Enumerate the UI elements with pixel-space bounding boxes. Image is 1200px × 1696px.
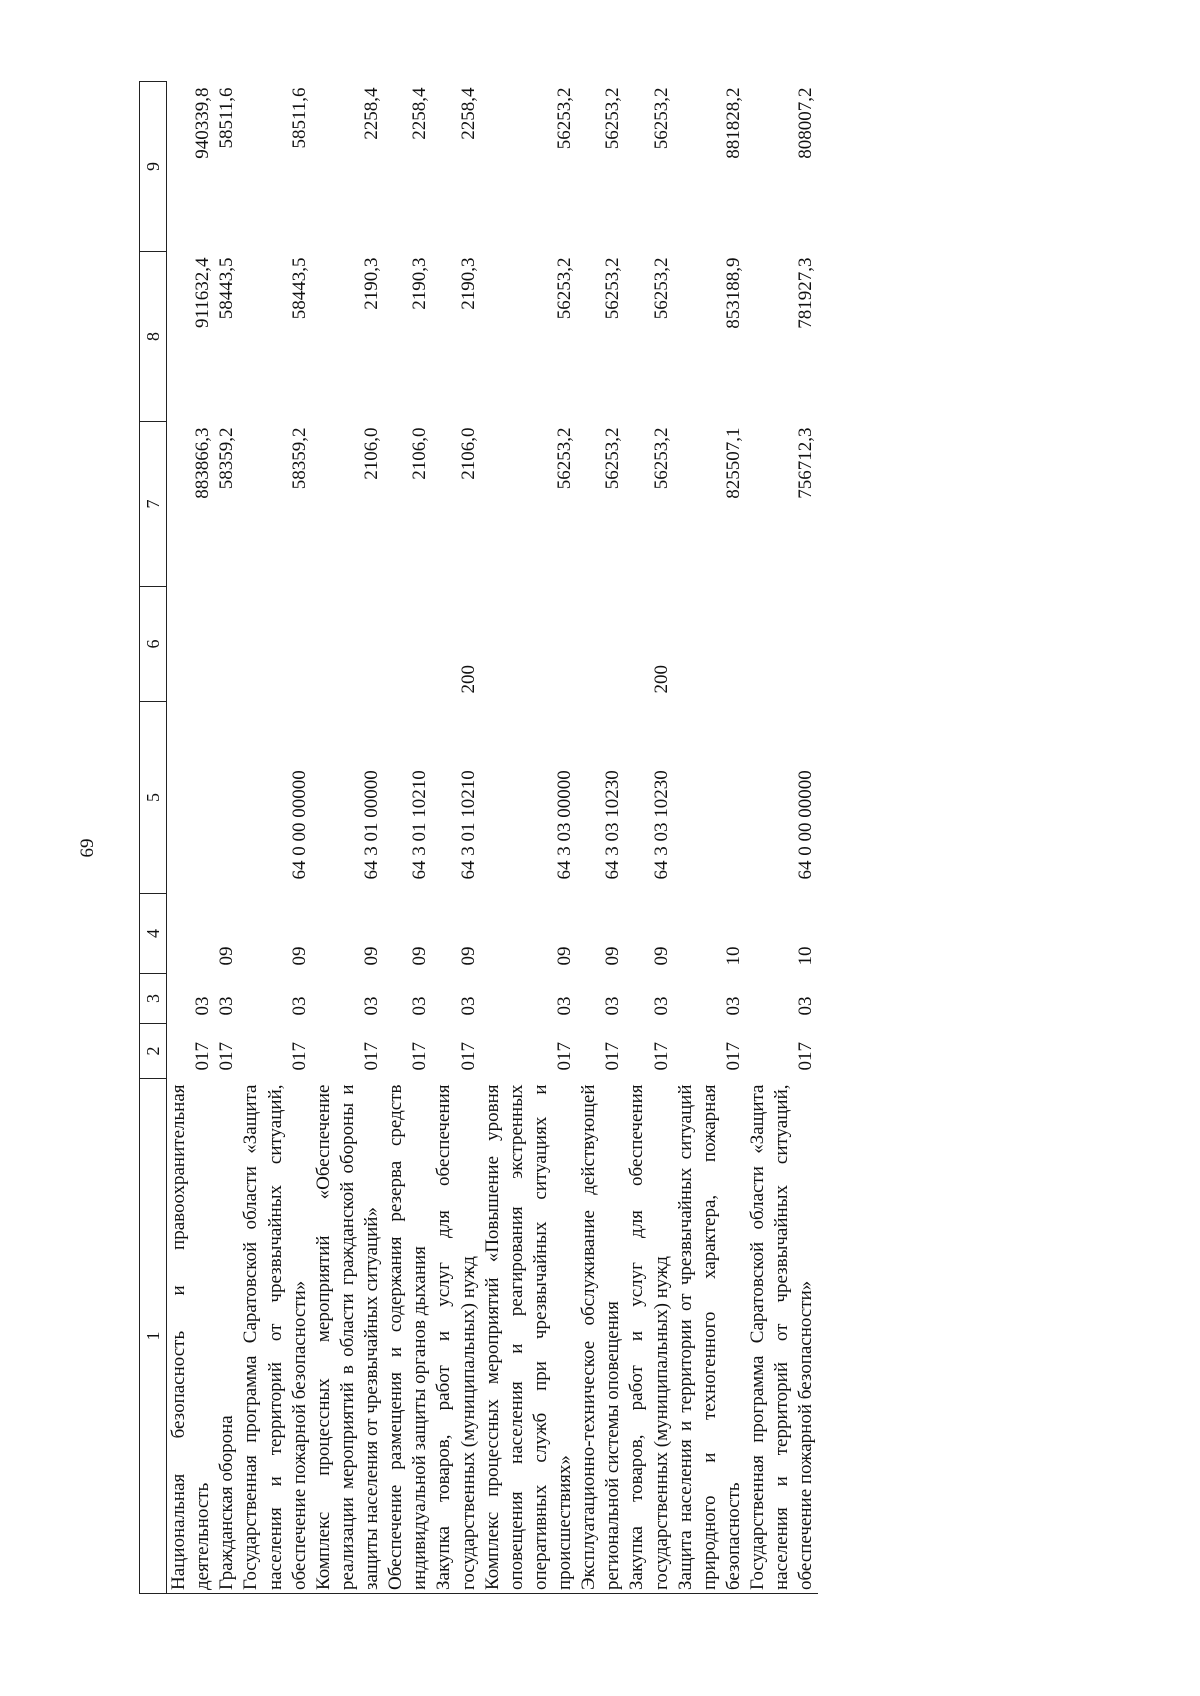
header-row [140,82,167,1594]
cell-col4: 09 [554,946,575,966]
cell-col8: 56253,2 [602,257,624,320]
cell-col9: 56253,2 [650,87,672,150]
cell-col8: 2190,3 [457,257,479,310]
table-row [577,82,625,1594]
cell-col7: 756712,3 [795,427,817,499]
cell-col4 [167,894,216,974]
cell-col9: 58511,6 [216,87,238,149]
cell-col8: 56253,2 [650,257,672,320]
row-name: Эксплуатационно-техническое обслуживание действующей региональной системы оповещения [577,1079,625,1594]
column-header: 1 [140,1079,167,1594]
cell-col4: 09 [409,946,431,966]
cell-col9: 2258,4 [457,87,479,140]
cell-col4: 09 [361,946,382,966]
table-row [674,82,746,1594]
column-header: 7 [140,422,167,587]
table-row [746,82,818,1594]
cell-col5: 64 3 03 00000 [554,770,575,880]
cell-col7: 56253,2 [554,427,575,490]
cell-col4: 09 [216,946,238,966]
cell-col6 [239,587,311,702]
cell-col2: 017 [602,1042,624,1071]
cell-col2: 017 [216,1042,238,1071]
cell-col6 [577,587,625,702]
cell-col4: 09 [602,946,624,966]
cell-col6 [215,587,239,702]
cell-col6: 200 [650,665,672,694]
cell-col2: 017 [457,1042,479,1071]
row-name: Национальная безопасность и правоохранительная деятельность [167,1079,216,1594]
cell-col9: 2258,4 [361,87,382,140]
cell-col9: 58511,6 [288,87,310,149]
cell-col5: 64 3 01 10210 [409,770,431,880]
table-row [239,82,311,1594]
table-row [432,82,480,1594]
cell-col3: 03 [795,996,817,1016]
cell-col7: 2106,0 [457,427,479,480]
cell-col5 [674,702,746,894]
cell-col8: 2190,3 [409,257,431,310]
cell-col3: 03 [457,996,479,1016]
row-name: Закупка товаров, работ и услуг для обеспечения государственных (муниципальных) нужд [625,1079,673,1594]
cell-col9: 2258,4 [409,87,431,140]
column-header: 4 [140,894,167,974]
cell-col6 [312,587,384,702]
row-name: Комплекс процессных мероприятий «Обеспечение реализации мероприятий в области гражданской обороны и защиты населения от чрезвычайных ситуаций» [312,1079,384,1594]
cell-col8: 2190,3 [361,257,382,310]
cell-col6 [384,587,432,702]
cell-col8: 911632,4 [192,257,214,329]
cell-col5: 64 0 00 00000 [795,770,817,880]
column-header: 5 [140,702,167,894]
cell-col2: 017 [288,1042,310,1071]
cell-col9: 808007,2 [795,87,817,159]
cell-col7: 58359,2 [288,427,310,490]
cell-col8: 781927,3 [795,257,817,329]
column-header: 9 [140,82,167,252]
cell-col9: 940339,8 [192,87,214,159]
cell-col5: 64 0 00 00000 [288,770,310,880]
row-name: Государственная программа Саратовской области «Защита населения и территорий от чрезвычайных ситуаций, обеспечение пожарной безопасности» [239,1079,311,1594]
column-header: 6 [140,587,167,702]
table-body [167,82,819,1594]
cell-col7: 2106,0 [409,427,431,480]
cell-col2: 017 [795,1042,817,1071]
cell-col4: 10 [722,946,744,966]
cell-col6 [167,587,216,702]
budget-table [139,81,818,1594]
cell-col7: 56253,2 [650,427,672,490]
cell-col3: 03 [409,996,431,1016]
table-row [167,82,216,1594]
cell-col6 [481,587,578,702]
column-header: 8 [140,252,167,422]
table-row [384,82,432,1594]
cell-col6 [746,587,818,702]
cell-col2: 017 [361,1042,382,1071]
table-row [312,82,384,1594]
cell-col4: 09 [650,946,672,966]
row-name: Государственная программа Саратовской области «Защита населения и территорий от чрезвычайных ситуаций, обеспечение пожарной безопасности» [746,1079,818,1594]
cell-col9: 881828,2 [722,87,744,159]
row-name: Закупка товаров, работ и услуг для обеспечения государственных (муниципальных) нужд [432,1079,480,1594]
cell-col5: 64 3 03 10230 [650,770,672,880]
cell-col3: 03 [361,996,382,1016]
cell-col3: 03 [554,996,575,1016]
table-row [625,82,673,1594]
cell-col3: 03 [650,996,672,1016]
cell-col2: 017 [409,1042,431,1071]
cell-col6: 200 [457,665,479,694]
cell-col2: 017 [554,1042,575,1071]
row-name: Гражданская оборона [215,1079,239,1594]
cell-col5 [215,702,239,894]
cell-col4: 09 [457,946,479,966]
cell-col4: 10 [795,946,817,966]
cell-col3: 03 [602,996,624,1016]
table-row [481,82,578,1594]
cell-col8: 58443,5 [216,257,238,320]
row-name: Обеспечение размещения и содержания резерва средств индивидуальной защиты органов дыхания [384,1079,432,1594]
cell-col5 [167,702,216,894]
cell-col5: 64 3 03 10230 [602,770,624,880]
page-number: 69 [77,838,98,858]
row-name: Защита населения и территории от чрезвычайных ситуаций природного и техногенного характера, пожарная безопасность [674,1079,746,1594]
cell-col5: 64 3 01 00000 [361,770,382,880]
cell-col7: 825507,1 [722,427,744,499]
cell-col7: 58359,2 [216,427,238,490]
cell-col3: 03 [216,996,238,1016]
cell-col7: 2106,0 [361,427,382,480]
cell-col9: 56253,2 [602,87,624,150]
column-header: 2 [140,1024,167,1079]
cell-col9: 56253,2 [554,87,575,150]
column-header: 3 [140,974,167,1024]
cell-col8: 58443,5 [288,257,310,320]
cell-col7: 883866,3 [192,427,214,499]
table-row [215,82,239,1594]
cell-col7: 56253,2 [602,427,624,490]
cell-col2: 017 [650,1042,672,1071]
cell-col5: 64 3 01 10210 [457,770,479,880]
cell-col8: 853188,9 [722,257,744,329]
row-name: Комплекс процессных мероприятий «Повышение уровня оповещения населения и реагирования экстренных оперативных служб при чрезвычайных ситуациях и происшествиях» [481,1079,578,1594]
cell-col8: 56253,2 [554,257,575,320]
cell-col3: 03 [192,996,214,1016]
cell-col2: 017 [192,1042,214,1071]
cell-col2: 017 [722,1042,744,1071]
cell-col3: 03 [288,996,310,1016]
cell-col4: 09 [288,946,310,966]
cell-col6 [674,587,746,702]
cell-col3: 03 [722,996,744,1016]
